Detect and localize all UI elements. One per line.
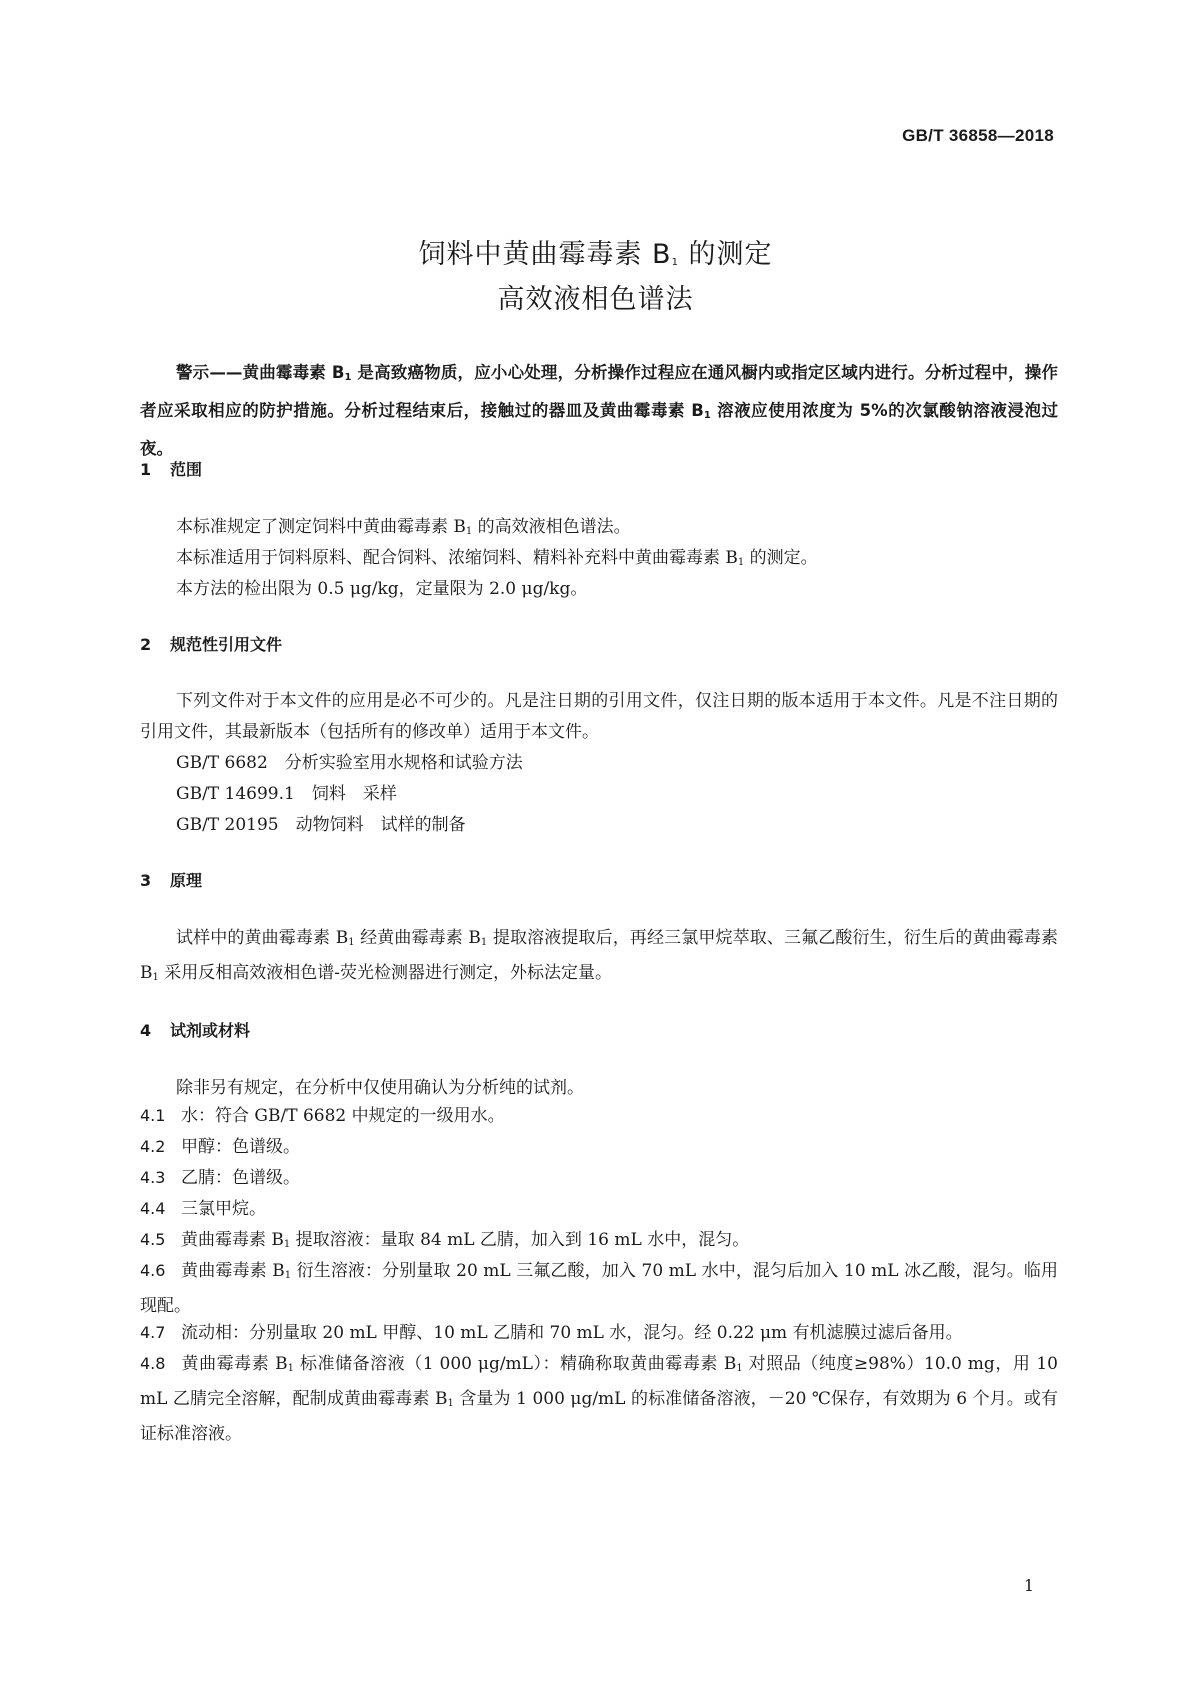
reagent-item-4-3: 4.3 乙腈：色谱级。 [140,1168,300,1188]
principle-paragraph: 试样中的黄曲霉毒素 $B_1$ 经黄曲霉毒素 $B_1$ 提取溶液提取后，再经三氯甲烷萃取、三氟乙酸衍生，衍生后的黄曲霉毒素 $B_1$ 采用反相高效液相色谱-荧光检测器进行测定，外标法定量。 [140,928,1058,983]
reagent-item-4-2: 4.2 甲醇：色谱级。 [140,1137,300,1157]
reagent-item-4-7: 4.7 流动相：分别量取 20 mL 甲醇、10 mL 乙腈和 70 mL 水，混匀。经 0.22 μm 有机滤膜过滤后备用。 [140,1323,963,1343]
reference-item: GB/T 6682 分析实验室用水规格和试验方法 [176,753,523,773]
normative-intro: 下列文件对于本文件的应用是必不可少的。凡是注日期的引用文件，仅注日期的版本适用于本文件。凡是不注日期的引用文件，其最新版本（包括所有的修改单）适用于本文件。 [140,691,1058,742]
document-title: 饲料中黄曲霉毒素 $B_1$ 的测定 [418,239,773,270]
reagent-item-4-6: 4.6 黄曲霉毒素 $B_1$ 衍生溶液：分别量取 20 mL 三氟乙酸，加入 70 mL 水中，混匀后加入 10 mL 冰乙酸，混匀。临用现配。 [140,1261,1058,1316]
scope-line-2: 本标准适用于饲料原料、配合饲料、浓缩饲料、精料补充料中黄曲霉毒素 $B_1$ 的测定。 [176,548,818,568]
section-1-heading: 1 范围 [140,460,203,479]
standard-number: GB/T 36858—2018 [902,126,1054,145]
reference-item: GB/T 20195 动物饲料 试样的制备 [176,815,466,835]
reagent-item-4-4: 4.4 三氯甲烷。 [140,1199,266,1219]
reagent-item-4-5: 4.5 黄曲霉毒素 $B_1$ 提取溶液：量取 84 mL 乙腈，加入到 16 mL 水中，混匀。 [140,1230,750,1250]
scope-line-3: 本方法的检出限为 0.5 μg/kg，定量限为 2.0 μg/kg。 [176,579,588,599]
reagents-intro: 除非另有规定，在分析中仅使用确认为分析纯的试剂。 [176,1078,584,1098]
reference-item: GB/T 14699.1 饲料 采样 [176,784,397,804]
document-subtitle: 高效液相色谱法 [497,284,694,315]
scope-line-1: 本标准规定了测定饲料中黄曲霉毒素 $B_1$ 的高效液相色谱法。 [176,517,631,537]
section-4-heading: 4 试剂或材料 [140,1021,251,1040]
reagent-item-4-8: 4.8 黄曲霉毒素 $B_1$ 标准储备溶液（1 000 μg/mL）：精确称取黄曲霉毒素 $B_1$ 对照品（纯度≥98%）10.0 mg，用 10 mL 乙腈完全溶解，配制成黄曲霉毒素 $B_1$ 含量为 1 000 μg/mL 的标准储备溶液，－20 ℃保存，有效期为 6 个月。或有证标准溶液。 [140,1354,1058,1444]
section-3-heading: 3 原理 [140,871,203,890]
section-2-heading: 2 规范性引用文件 [140,635,283,654]
reagent-item-4-1: 4.1 水：符合 GB/T 6682 中规定的一级用水。 [140,1106,505,1126]
page-number: 1 [1023,1576,1034,1595]
warning-paragraph: 警示——黄曲霉毒素 $B_1$ 是高致癌物质，应小心处理，分析操作过程应在通风橱内或指定区域内进行。分析过程中，操作者应采取相应的防护措施。分析过程结束后，接触过的器皿及黄曲霉毒素 $B_1$ 溶液应使用浓度为 5%的次氯酸钠溶液浸泡过夜。 [140,363,1058,458]
